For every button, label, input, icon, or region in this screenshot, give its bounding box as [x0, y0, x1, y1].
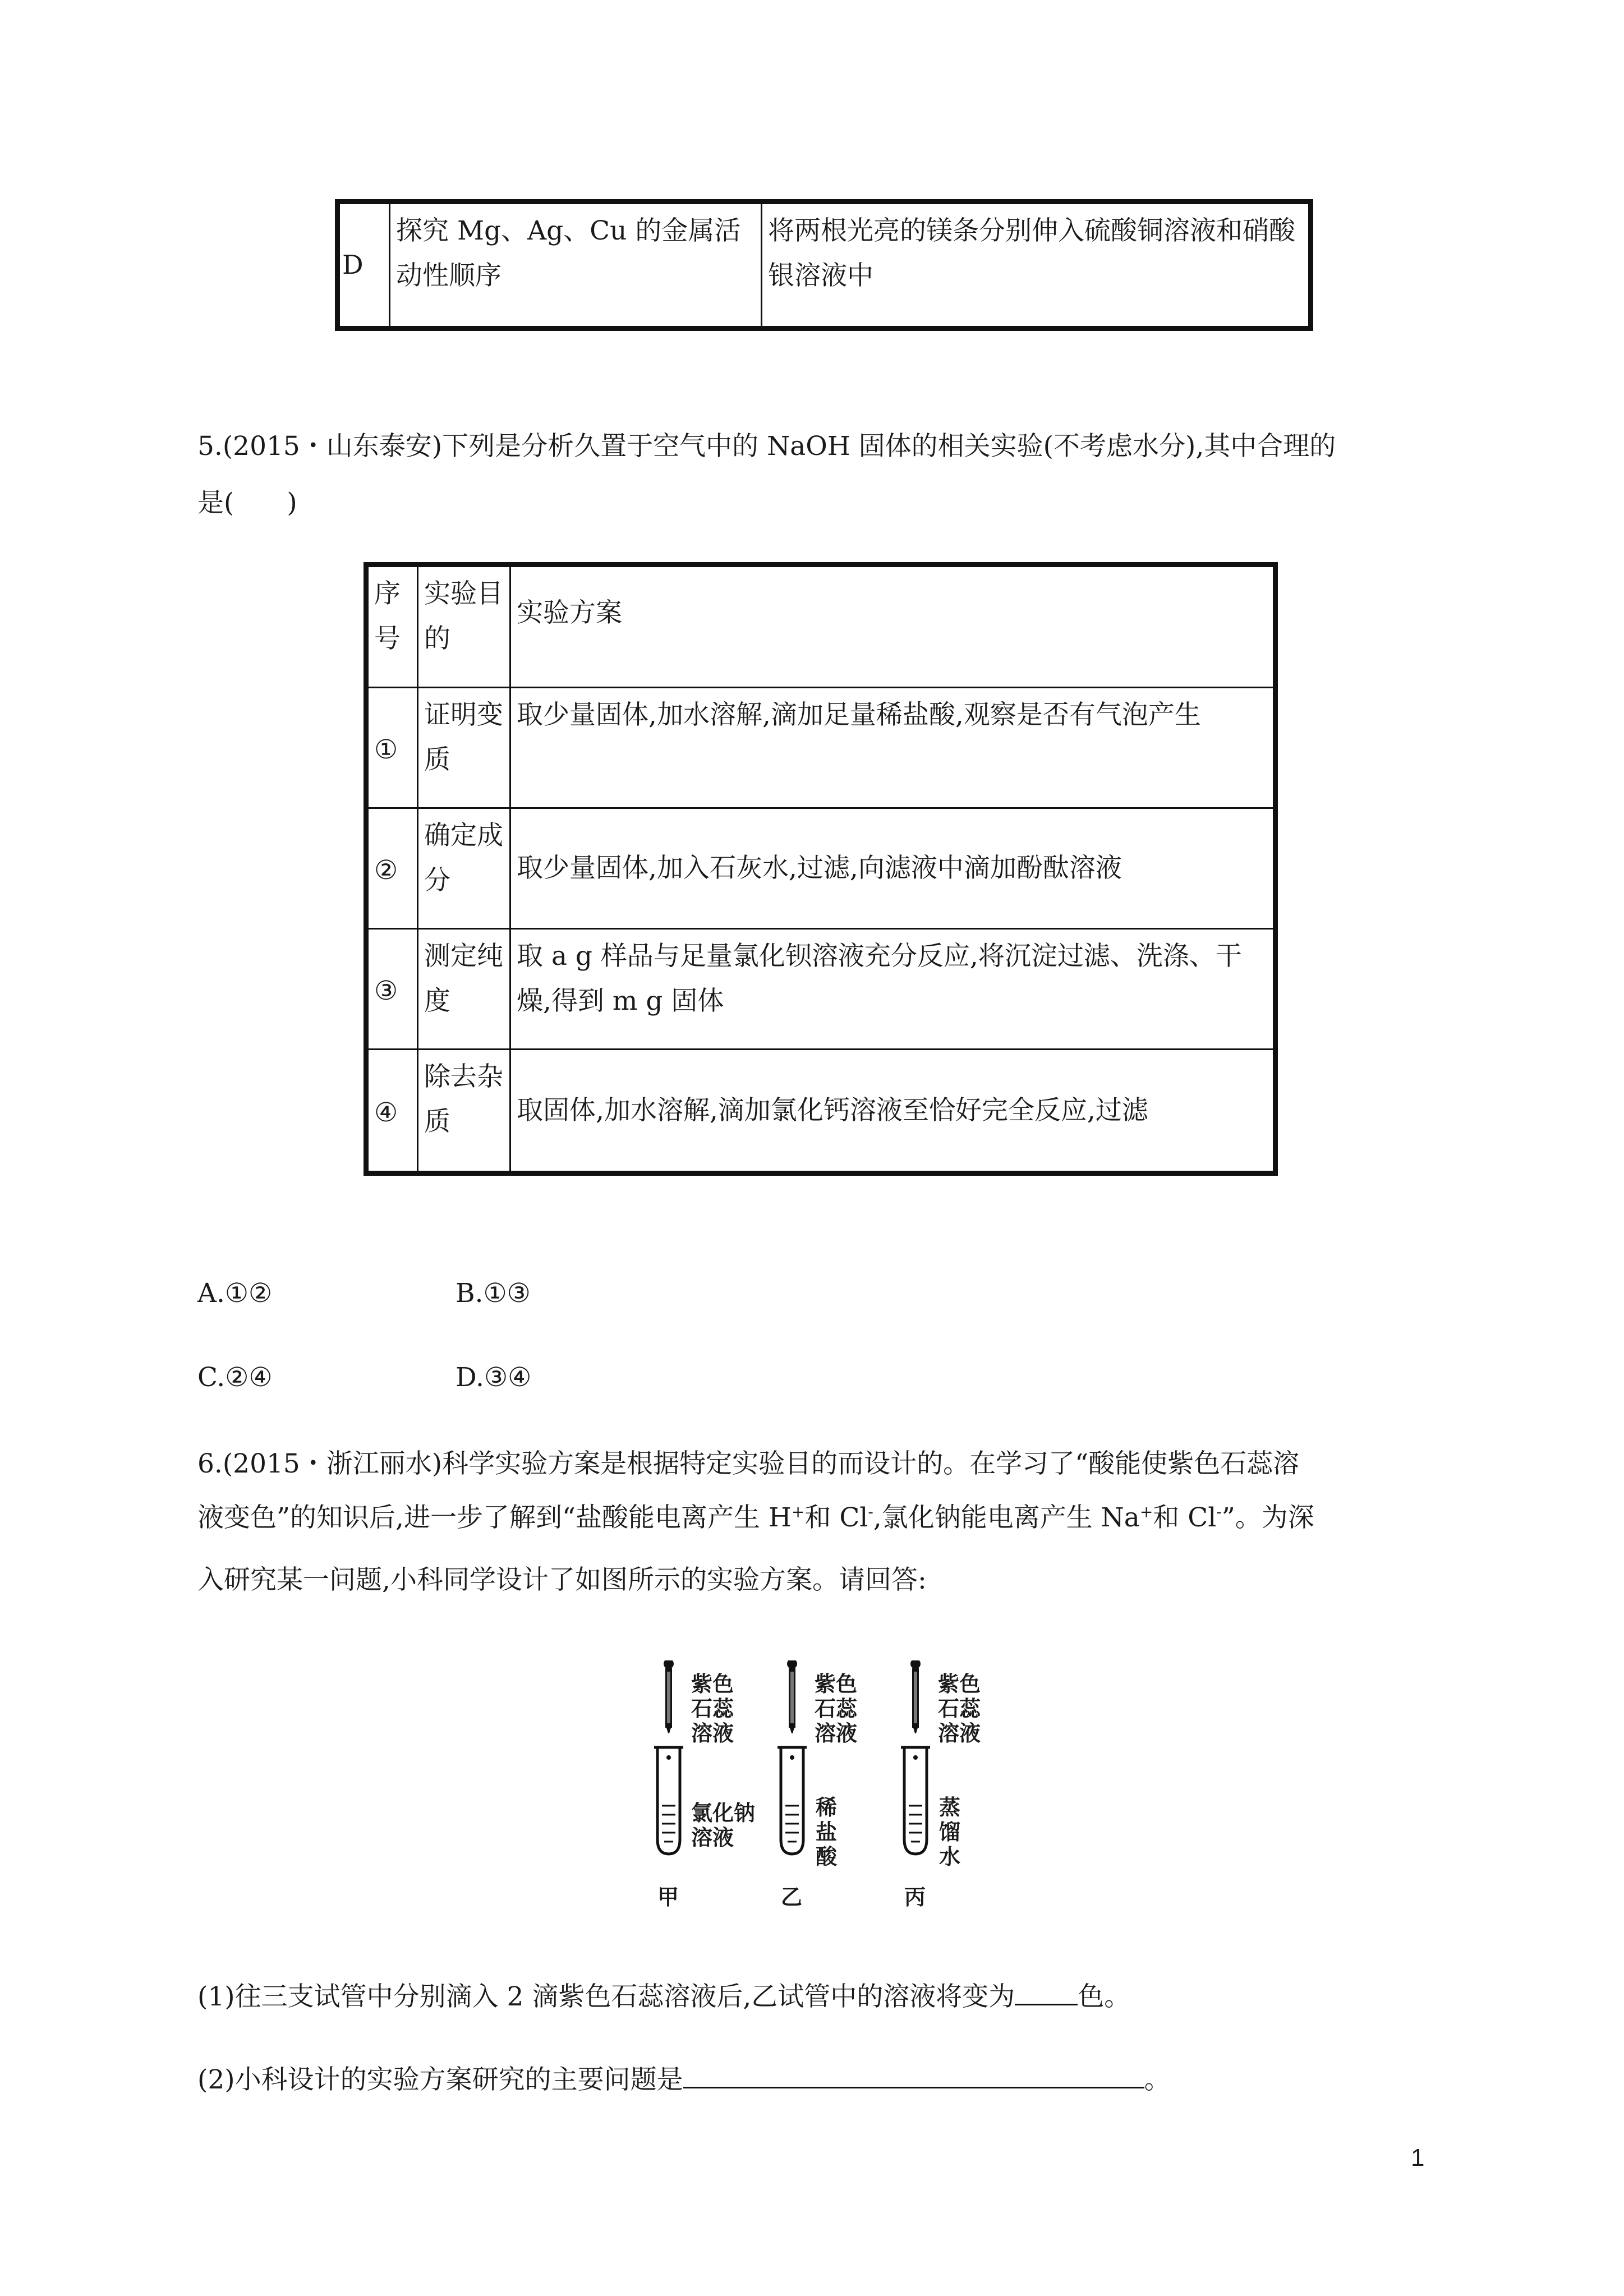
row-purpose [418, 929, 510, 1050]
test-tube-icon [778, 1747, 807, 1854]
header-no [366, 565, 418, 688]
header-no-text: 序号 [374, 578, 401, 654]
row-label-text: D [342, 249, 364, 280]
page-number: 1 [1411, 2144, 1425, 2171]
tube-name-label: 丙 [904, 1885, 926, 1910]
dropper-label: 紫色石蕊溶液 [691, 1672, 734, 1746]
q6-line2-part: 液变色”的知识后,进一步了解到“盐酸能电离产生 H [197, 1502, 792, 1533]
charge-sup: - [1216, 1502, 1222, 1521]
q6-line2-part: 和 Cl [1153, 1502, 1217, 1533]
q6-line1: 6.(2015・浙江丽水)科学实验方案是根据特定实验目的而设计的。在学习了“酸能使紫色石蕊溶 [197, 1448, 1300, 1479]
dropper-icon [910, 1660, 921, 1733]
header-method-text: 实验方案 [517, 597, 622, 628]
table-metal-activity [335, 199, 1313, 331]
row-no [366, 688, 418, 808]
table-row [366, 688, 1276, 808]
row-no-text: ④ [374, 1097, 398, 1128]
q6-sub2 [197, 2056, 1171, 2102]
tube-name-label: 甲 [657, 1885, 679, 1910]
row-method [510, 929, 1276, 1050]
row-purpose-text: 除去杂质 [424, 1061, 503, 1137]
option-c[interactable]: C.②④ [197, 1362, 273, 1393]
q6-sub1-text: (1)往三支试管中分别滴入 2 滴紫色石蕊溶液后,乙试管中的溶液将变为 [197, 1981, 1015, 2012]
row-no [366, 808, 418, 929]
row-method-text: 取少量固体,加水溶解,滴加足量稀盐酸,观察是否有气泡产生 [517, 700, 1201, 730]
answer-blank-question[interactable] [683, 2056, 1144, 2088]
tube-content-label: 稀盐酸 [816, 1795, 838, 1869]
table-row [366, 1050, 1276, 1174]
header-purpose [418, 565, 510, 688]
table-naoh-experiments [364, 562, 1278, 1176]
test-tube-icon [901, 1747, 930, 1854]
charge-sup: + [791, 1502, 805, 1521]
dropper-label: 紫色石蕊溶液 [815, 1672, 858, 1746]
row-no-text: ① [374, 734, 398, 765]
row-purpose-text: 证明变质 [424, 700, 503, 775]
q6-sub2-text: (2)小科设计的实验方案研究的主要问题是 [197, 2064, 683, 2095]
tube-name-label: 乙 [781, 1885, 803, 1910]
q6-sub2-end: 。 [1144, 2064, 1171, 2095]
charge-sup: + [1139, 1502, 1153, 1521]
row-no-text: ② [374, 855, 398, 886]
q5-stem-line1: 5.(2015・山东泰安)下列是分析久置于空气中的 NaOH 固体的相关实验(不考虑水分),其中合理的 [197, 431, 1336, 462]
dropper-icon [787, 1660, 797, 1733]
row-label-d [338, 202, 390, 329]
row-method [510, 808, 1276, 929]
option-d[interactable]: D.③④ [456, 1362, 532, 1393]
row-method-text: 取少量固体,加入石灰水,过滤,向滤液中滴加酚酞溶液 [517, 853, 1122, 884]
option-a[interactable]: A.①② [197, 1278, 273, 1309]
header-purpose-text: 实验目的 [424, 578, 503, 654]
row-method-text: 取 a g 样品与足量氯化钡溶液充分反应,将沉淀过滤、洗涤、干燥,得到 m g 固体 [517, 941, 1242, 1016]
row-purpose-text: 测定纯度 [424, 941, 503, 1016]
row-purpose [418, 688, 510, 808]
purpose-cell [390, 202, 762, 329]
answer-blank-color[interactable] [1015, 1973, 1078, 2005]
row-method-text: 取固体,加水溶解,滴加氯化钙溶液至恰好完全反应,过滤 [517, 1094, 1148, 1126]
q6-line2 [197, 1496, 1314, 1540]
method-text: 将两根光亮的镁条分别伸入硫酸铜溶液和硝酸银溶液中 [768, 215, 1295, 291]
q5-stem-line2: 是( ) [197, 487, 297, 518]
row-purpose [418, 1050, 510, 1174]
method-cell [762, 202, 1311, 329]
row-method [510, 688, 1276, 808]
option-b[interactable]: B.①③ [456, 1278, 531, 1309]
q6-line2-part: 和 Cl [804, 1502, 868, 1533]
purpose-text: 探究 Mg、Ag、Cu 的金属活动性顺序 [396, 215, 741, 291]
tube-content-label: 蒸馏水 [939, 1795, 961, 1869]
row-purpose-text: 确定成分 [424, 820, 503, 896]
tube-content-label: 氯化钠溶液 [691, 1801, 756, 1850]
dropper-icon [664, 1660, 674, 1733]
q6-line2-part: ,氯化钠能电离产生 Na [873, 1502, 1140, 1533]
charge-sup: - [868, 1502, 873, 1521]
q6-sub1 [197, 1973, 1130, 2019]
row-no [366, 1050, 418, 1174]
q6-line3: 入研究某一问题,小科同学设计了如图所示的实验方案。请回答: [197, 1565, 927, 1595]
header-method [510, 565, 1276, 688]
row-no-text: ③ [374, 976, 398, 1006]
row-no [366, 929, 418, 1050]
table-row [366, 929, 1276, 1050]
dropper-label: 紫色石蕊溶液 [938, 1672, 981, 1746]
row-method [510, 1050, 1276, 1174]
table-header-row [366, 565, 1276, 688]
row-purpose [418, 808, 510, 929]
test-tube-icon [654, 1747, 683, 1854]
table-row [366, 808, 1276, 929]
q6-line2-part: ”。为深 [1221, 1502, 1314, 1533]
q6-sub1-end: 色。 [1078, 1981, 1131, 2012]
